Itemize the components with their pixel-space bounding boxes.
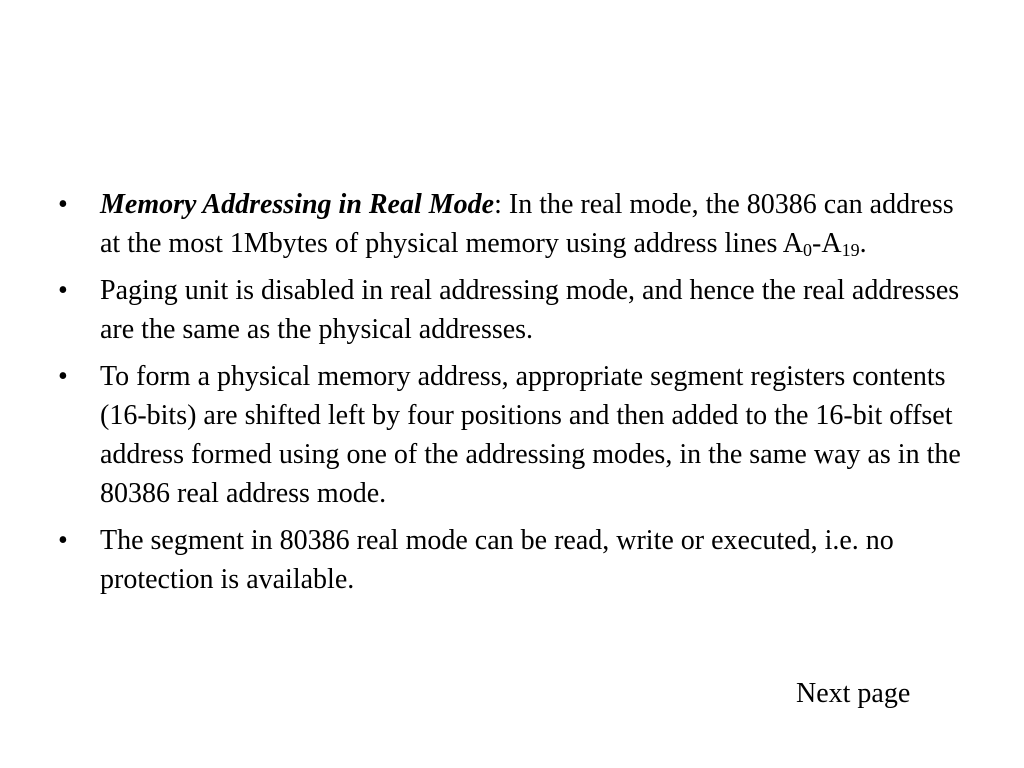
bullet-list (58, 185, 978, 607)
bullet-marker: • (58, 189, 68, 220)
bullet-item-paging-unit (58, 271, 978, 349)
bullet-marker: • (58, 361, 68, 392)
bullet-term: Memory Addressing in Real Mode (100, 189, 495, 220)
bullet-item-segment-protection (58, 521, 978, 599)
subscript-0: 0 (803, 240, 813, 260)
next-page-link[interactable]: Next page (796, 678, 911, 709)
bullet-marker: • (58, 275, 68, 306)
bullet-text: To form a physical memory address, appropriate segment registers contents (16-bits) are shifted left by four positions and then added to the 16-bit offset address formed using one of the addressing modes, in the same way as in the 80386 real address mode. (100, 361, 961, 509)
bullet-text: Paging unit is disabled in real addressing mode, and hence the real addresses are the same as the physical addresses. (100, 275, 960, 345)
bullet-term-suffix: : (494, 189, 502, 220)
bullet-marker: • (58, 525, 68, 556)
bullet-item-physical-address (58, 357, 978, 513)
subscript-19: 19 (841, 240, 860, 260)
bullet-text: In the real mode, the 80386 can address at the most 1Mbytes of physical memory using address lines A (100, 189, 954, 259)
address-line-dash: -A (812, 228, 842, 259)
bullet-item-real-mode-addressing (58, 185, 978, 263)
bullet-text: The segment in 80386 real mode can be read, write or executed, i.e. no protection is available. (100, 525, 894, 595)
bullet-end: . (859, 228, 867, 259)
